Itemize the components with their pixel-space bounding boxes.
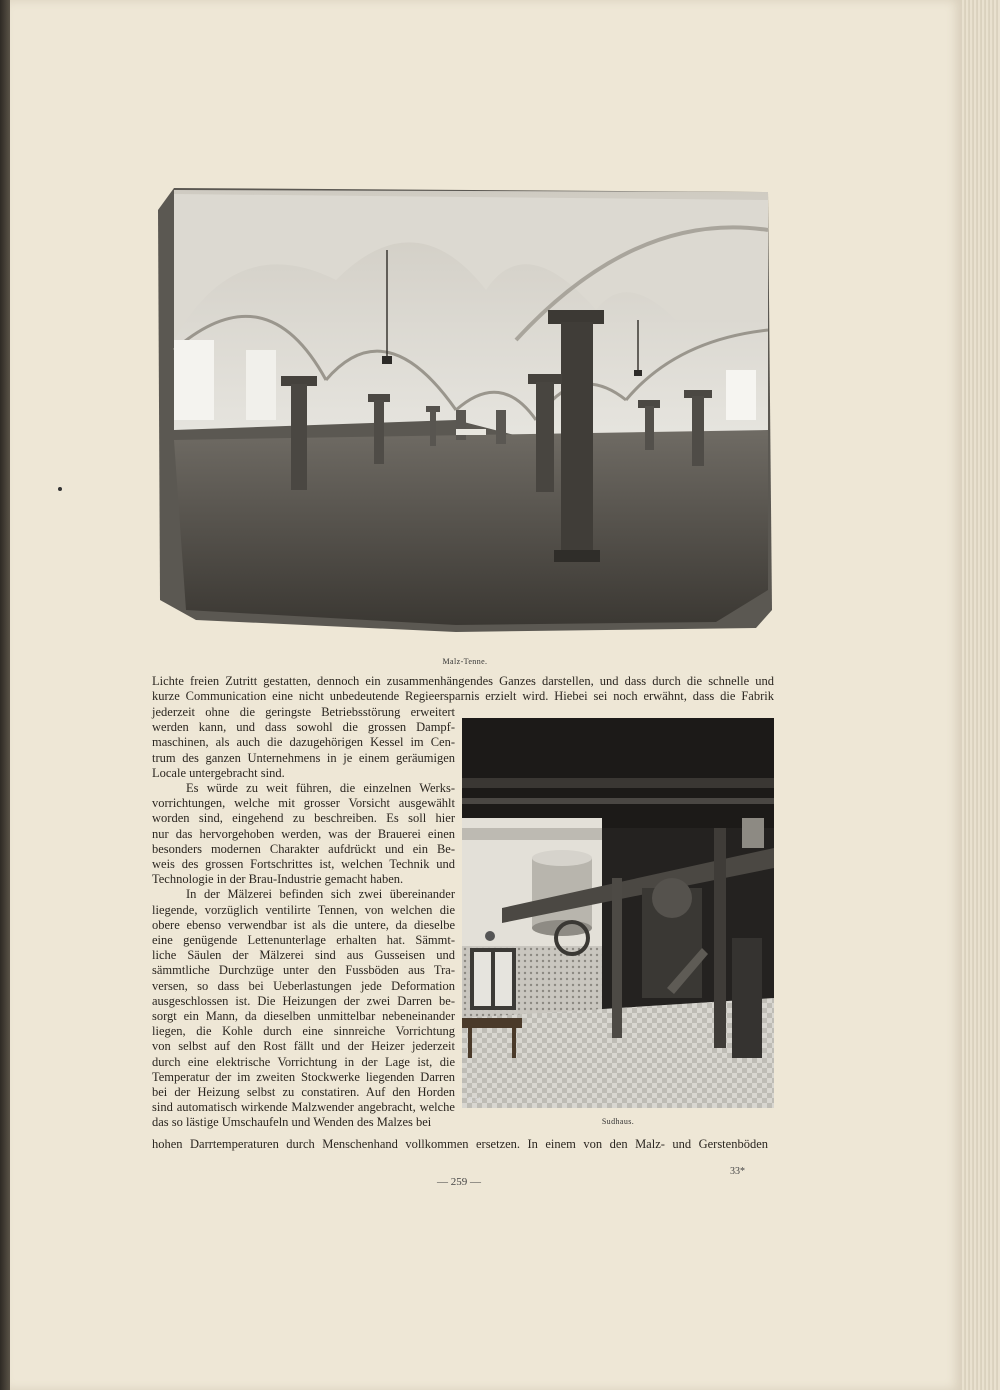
text-line: eine genügende Lettenunterlage erhalten hat. Sämmt-	[152, 933, 455, 948]
text-line: Locale untergebracht sind.	[152, 765, 285, 780]
text-line: von selbst auf den Rost fällt und der Heizer jederzeit	[152, 1039, 455, 1054]
text-line: hohen Darrtemperaturen durch Menschenhand vollkommen ersetzen. In einem von den Malz- und Gerstenböden	[152, 1137, 768, 1151]
text-line: trum des ganzen Unternehmens in je einem geräumigen	[152, 750, 455, 765]
svg-text:B.H.: B.H.	[468, 1096, 483, 1104]
sudhaus-photo	[462, 718, 774, 1108]
text-line: liegende, vorzüglich ventilirte Tennen, von welchen die	[152, 902, 455, 917]
text-line: obere ebenso verwendbar ist als die untere, da dieselbe	[152, 917, 455, 932]
text-line: sämmtliche Durchzüge unter den Fussböden aus Tra-	[152, 963, 455, 978]
text-line: In der Mälzerei befinden sich zwei übereinander	[186, 887, 455, 902]
text-line: Temperatur der im zweiten Stockwerke liegenden Darren	[152, 1069, 455, 1084]
text-line: bei der Heizung selbst zu constatiren. Auf den Horden	[152, 1085, 455, 1100]
text-line: Technologie in der Brau-Industrie gemacht haben.	[152, 872, 404, 887]
book-spine	[0, 0, 10, 1390]
text-line: worden sind, eingehend zu beschreiben. Es soll hier	[152, 811, 455, 826]
brewhouse-illustration	[462, 718, 774, 1108]
text-line: werden kann, und dass sowohl die grossen Dampf-	[152, 720, 455, 735]
malting-floor-illustration	[156, 170, 776, 640]
text-line: Lichte freien Zutritt gestatten, dennoch ein zusammenhängendes Ganzes darstellen, und dass durch die schnelle und	[152, 674, 774, 688]
text-line: ausgeschlossen ist. Die Heizungen der zwei Darren be-	[152, 993, 455, 1008]
text-line: jederzeit ohne die geringste Betriebsstörung erweitert	[152, 705, 455, 719]
text-line: Es würde zu weit führen, die einzelnen Werks-	[186, 781, 455, 796]
text-line: weis des grossen Fortschrittes ist, welchen Technik und	[152, 857, 455, 872]
text-line: das so lästige Umschaufeln und Wenden des Malzes bei	[152, 1115, 432, 1130]
left-column-text	[152, 705, 455, 1131]
page-number: — 259 —	[437, 1176, 481, 1188]
text-line: vorrichtungen, welche mit grosser Vorsicht ausgewählt	[152, 796, 455, 811]
text-line: sind automatisch wirkende Malzwender angebracht, welche	[152, 1100, 455, 1115]
margin-dot	[58, 487, 62, 491]
text-line: besonders modernen Charakter aufdrückt und ein Be-	[152, 841, 455, 856]
page-edges	[962, 0, 1000, 1390]
closing-text-block	[152, 1137, 768, 1152]
intro-text-block	[152, 674, 774, 704]
signature-mark: 33*	[730, 1166, 745, 1177]
text-line: durch eine elektrische Vorrichtung in der Lage ist, die	[152, 1054, 455, 1069]
bottom-photo-caption: Sudhaus.	[601, 1117, 635, 1126]
text-line: kurze Communication eine nicht unbedeutende Regieersparnis erzielt wird. Hiebei sei noch erwähnt, dass die Fabrik	[152, 689, 774, 704]
top-photo-caption: Malz-Tenne.	[442, 657, 488, 666]
text-line: liegen, die Kohle durch eine sinnreiche Vorrichtung	[152, 1024, 455, 1039]
malz-tenne-photo	[156, 170, 776, 640]
text-line: nur das hervorgehoben werden, was der Brauerei einen	[152, 826, 455, 841]
text-line: sorgt ein Mann, da dieselben unmittelbar nebeneinander	[152, 1009, 455, 1024]
text-line: maschinen, als auch die dazugehörigen Kessel im Cen-	[152, 735, 455, 750]
text-line: versen, so dass bei Ueberlastungen jede Deformation	[152, 978, 455, 993]
text-line: liche Säulen der Mälzerei sind aus Gusseisen und	[152, 948, 455, 963]
